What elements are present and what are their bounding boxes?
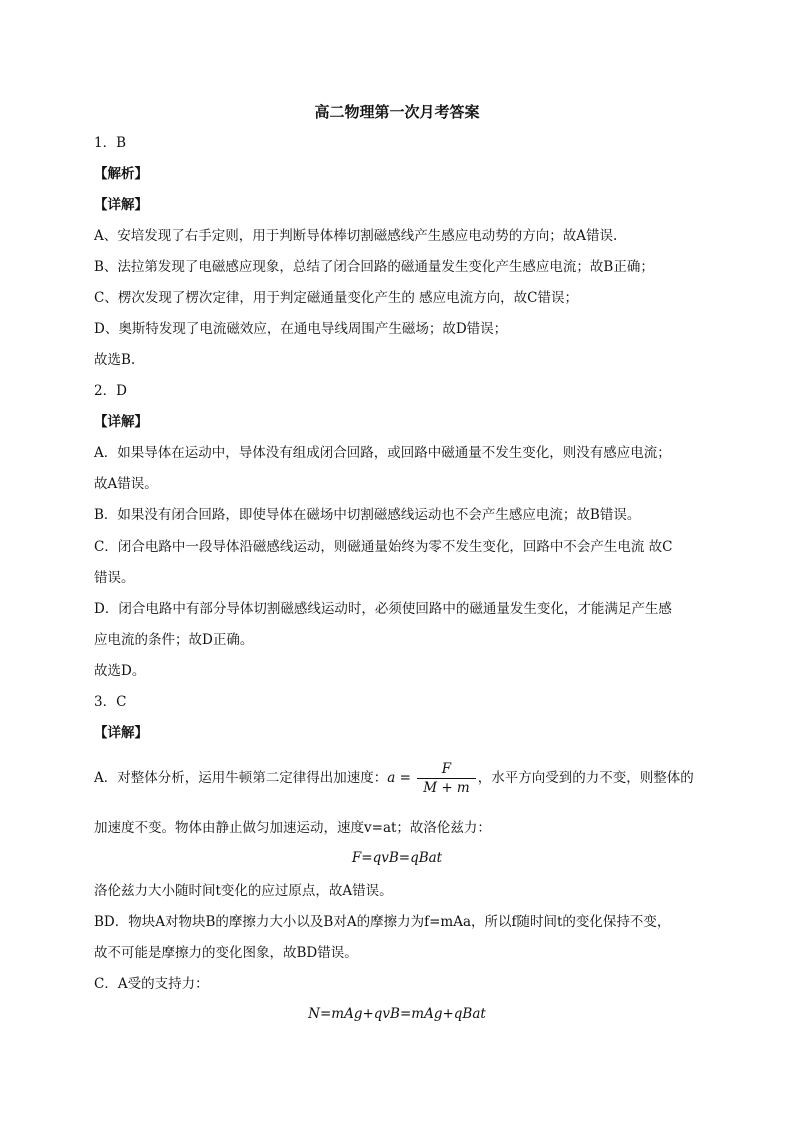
q1-answer: 1．B bbox=[94, 135, 127, 151]
q1-conclusion: 故选B. bbox=[94, 352, 136, 368]
q3-option-c-line1: C．A受的支持力： bbox=[94, 976, 209, 992]
q3-option-a-line3: 洛伦兹力大小随时间t变化的应过原点，故A错误。 bbox=[94, 883, 393, 899]
q2-option-b: B．如果没有闭合回路，即使导体在磁场中切割磁感线运动也不会产生感应电流；故B错误。 bbox=[94, 507, 641, 523]
q3-option-a-line1 bbox=[94, 760, 694, 797]
lorentz-force-equation: F=qvB=qBat bbox=[351, 850, 443, 866]
acceleration-formula-lhs: a = bbox=[387, 770, 411, 786]
q3-detail-label: 【详解】 bbox=[94, 725, 148, 741]
q1-option-b: B、法拉第发现了电磁感应现象，总结了闭合回路的磁通量发生变化产生感应电流；故B正确； bbox=[94, 259, 654, 275]
q2-detail-label: 【详解】 bbox=[94, 414, 148, 430]
fraction-denominator: M + m bbox=[423, 780, 470, 796]
fraction-numerator: F bbox=[417, 760, 476, 779]
q3-answer: 3．C bbox=[94, 694, 127, 710]
q2-conclusion: 故选D。 bbox=[94, 663, 146, 679]
q2-answer: 2．D bbox=[94, 383, 127, 399]
q1-analysis-label: 【解析】 bbox=[94, 166, 148, 182]
q1-option-d: D、奥斯特发现了电流磁效应，在通电导线周围产生磁场；故D错误； bbox=[94, 321, 508, 337]
q2-option-c-line2: 错误。 bbox=[94, 570, 135, 586]
q1-detail-label: 【详解】 bbox=[94, 197, 148, 213]
q2-option-c-line1: C．闭合电路中一段导体沿磁感线运动，则磁通量始终为零不发生变化，回路中不会产生电流 故C bbox=[94, 539, 673, 555]
q3-option-a-text: A．对整体分析，运用牛顿第二定律得出加速度： bbox=[94, 770, 388, 786]
q3-option-bd-line1: BD．物块A对物块B的摩擦力大小以及B对A的摩擦力为f=mAa，所以f随时间t的变化保持不变， bbox=[94, 914, 671, 930]
q1-option-c: C、楞次发现了楞次定律，用于判定磁通量变化产生的 感应电流方向，故C错误； bbox=[94, 290, 578, 306]
q3-option-bd-line2: 故不可能是摩擦力的变化图象，故BD错误。 bbox=[94, 945, 358, 961]
q3-option-a-line2: 加速度不变。物体由静止做匀加速运动，速度v=at；故洛伦兹力： bbox=[94, 820, 491, 836]
page-title: 高二物理第一次月考答案 bbox=[314, 103, 480, 121]
q2-option-d-line2: 应电流的条件；故D正确。 bbox=[94, 632, 254, 648]
q2-option-d-line1: D．闭合电路中有部分导体切割磁感线运动时，必须使回路中的磁通量发生变化，才能满足产生感 bbox=[94, 601, 672, 617]
q2-option-a-line2: 故A错误。 bbox=[94, 476, 158, 492]
q2-option-a-line1: A．如果导体在运动中，导体没有组成闭合回路，或回路中磁通量不发生变化，则没有感应电流； bbox=[94, 445, 671, 461]
acceleration-fraction bbox=[417, 760, 476, 797]
q3-option-a-tail: ，水平方向受到的力不变，则整体的 bbox=[477, 770, 694, 786]
support-force-equation: N=mAg+qvB=mAg+qBat bbox=[308, 1006, 486, 1022]
q1-option-a: A、安培发现了右手定则，用于判断导体棒切割磁感线产生感应电动势的方向；故A错误. bbox=[94, 228, 618, 244]
